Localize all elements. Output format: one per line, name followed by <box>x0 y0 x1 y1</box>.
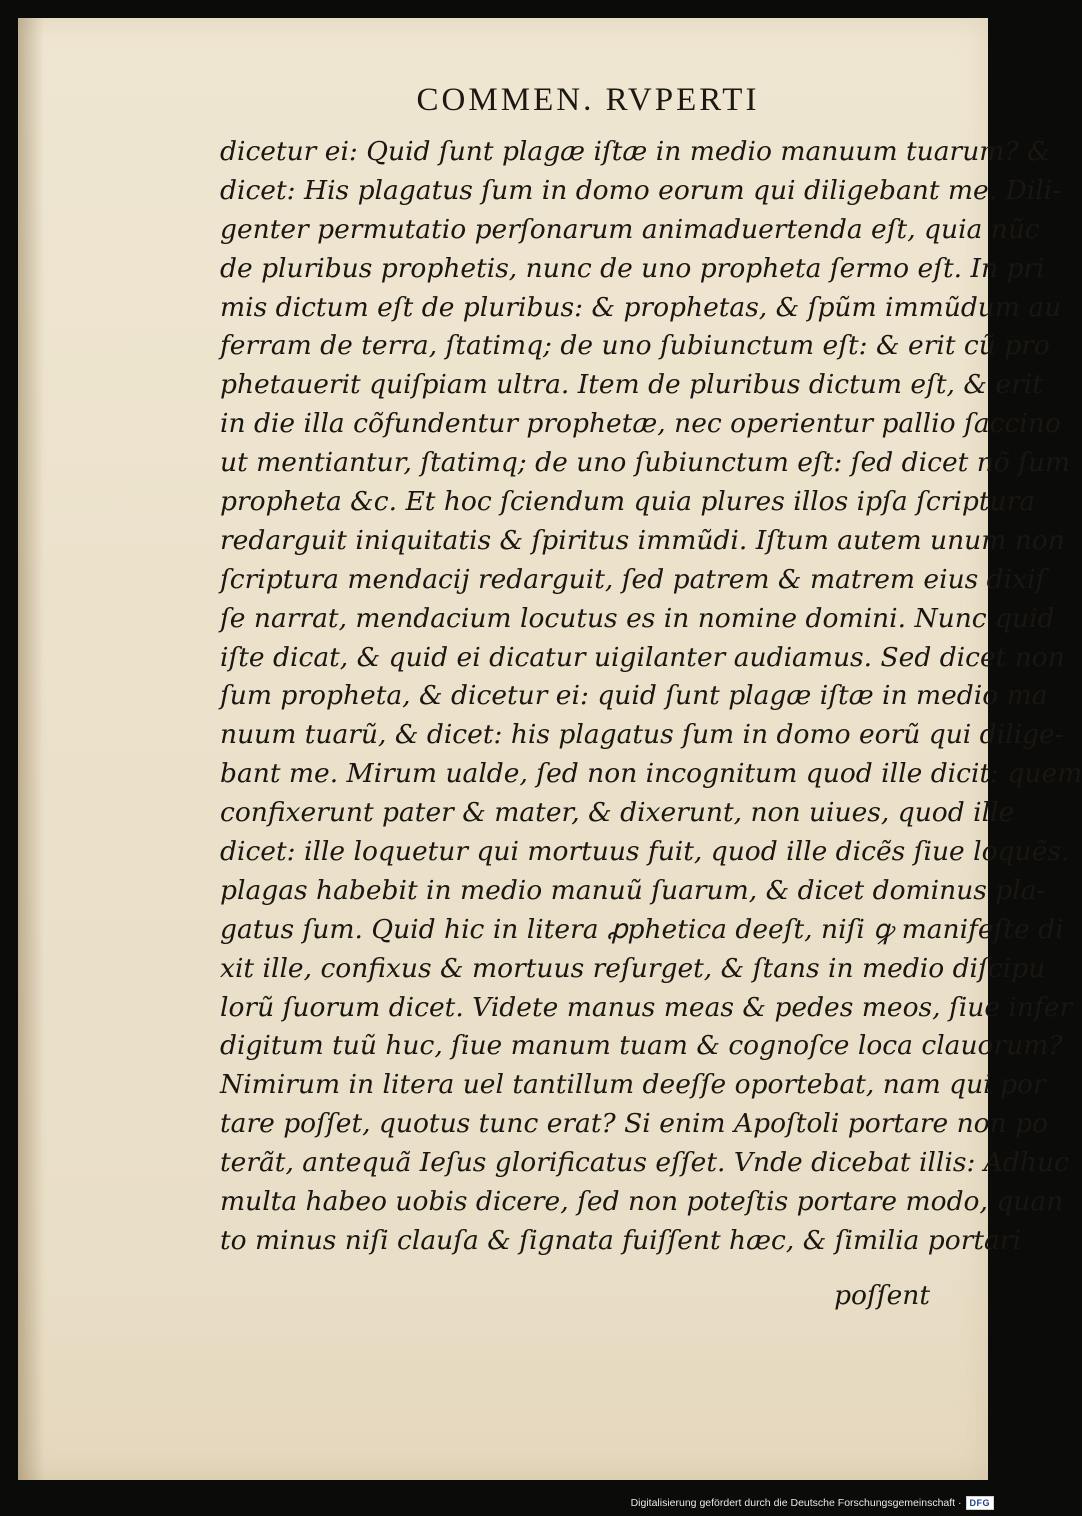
text-line: gatus ſum. Quid hic in litera ꝓphetica deeſt, niſi ꝙ manifeſte di <box>220 913 1064 945</box>
text-line: ferram de terra, ſtatimq; de uno ſubiunctum eſt: & erit cũ pro <box>220 330 1050 362</box>
text-line: ſcriptura mendacij redarguit, ſed patrem & matrem eius dixiſ <box>220 563 1046 595</box>
text-line: mis dictum eſt de pluribus: & prophetas, & ſpũm immũdum au <box>220 291 1062 323</box>
text-line: plagas habebit in medio manuũ ſuarum, & dicet dominus pla- <box>220 874 1046 906</box>
running-header: COMMEN. RVPERTI <box>416 82 760 118</box>
text-line: in die illa cõfundentur prophetæ, nec operientur pallio ſaccino <box>220 408 1061 440</box>
digitization-credit <box>631 1496 994 1510</box>
page-spine-shadow <box>18 18 44 1480</box>
text-line: terãt, antequã Ieſus glorificatus eſſet. Vnde dicebat illis: Adhuc <box>220 1147 1069 1179</box>
text-line: propheta &c. Et hoc ſciendum quia plures illos ipſa ſcriptura <box>220 486 1036 518</box>
text-line: iſte dicat, & quid ei dicatur uigilanter audiamus. Sed dicet non <box>220 641 1065 673</box>
text-line: phetauerit quiſpiam ultra. Item de pluribus dictum eſt, & erit <box>220 369 1043 401</box>
credit-text: Digitalisierung gefördert durch die Deutsche Forschungsgemeinschaft · <box>630 1497 962 1509</box>
text-line: lorũ ſuorum dicet. Videte manus meas & pedes meos, ſiue infer <box>220 991 1073 1023</box>
text-line: redarguit iniquitatis & ſpiritus immũdi. Iſtum autem unum non <box>220 524 1065 556</box>
text-line: ut mentiantur, ſtatimq; de uno ſubiunctum eſt: ſed dicet nõ ſum <box>220 447 1071 479</box>
text-line: genter permutatio perſonarum animaduertenda eſt, quia nũc <box>220 213 1040 245</box>
text-line: bant me. Mirum ualde, ſed non incognitum quod ille dicit: quem <box>220 758 1082 790</box>
text-line: nuum tuarũ, & dicet: his plagatus ſum in domo eorũ qui dilige- <box>220 719 1064 751</box>
book-page <box>18 18 1082 1480</box>
text-line: ſum propheta, & dicetur ei: quid ſunt plagæ iſtæ in medio ma <box>220 680 1048 712</box>
catchword: poſſent <box>834 1280 930 1311</box>
text-line: multa habeo uobis dicere, ſed non poteſtis portare modo, quan <box>220 1186 1064 1218</box>
text-line: xit ille, confixus & mortuus reſurget, & ſtans in medio diſcipu <box>220 952 1046 984</box>
text-line: Nimirum in litera uel tantillum deeſſe oportebat, nam qui por <box>220 1069 1046 1101</box>
text-line: confixerunt pater & mater, & dixerunt, non uiues, quod ille <box>220 797 1015 829</box>
text-line: digitum tuũ huc, ſiue manum tuam & cognoſce loca clauorum? <box>220 1030 1063 1062</box>
body-text <box>220 133 1082 1261</box>
text-line: to minus niſi clauſa & ſignata fuiſſent hæc, & ſimilia portari <box>220 1224 1021 1256</box>
text-line: dicet: His plagatus ſum in domo eorum qui diligebant me. Dili- <box>220 174 1062 206</box>
dfg-logo: DFG <box>966 1496 995 1510</box>
text-line: ſe narrat, mendacium locutus es in nomine domini. Nunc quid <box>220 602 1055 634</box>
text-line: tare poſſet, quotus tunc erat? Si enim Apoſtoli portare non po <box>220 1108 1049 1140</box>
text-line: de pluribus prophetis, nunc de uno propheta ſermo eſt. In pri <box>220 252 1045 284</box>
text-line: dicetur ei: Quid ſunt plagæ iſtæ in medio manuum tuarum? & <box>220 136 1051 167</box>
text-line: dicet: ille loquetur qui mortuus fuit, quod ille dicẽs ſiue loquẽs. <box>220 836 1070 868</box>
